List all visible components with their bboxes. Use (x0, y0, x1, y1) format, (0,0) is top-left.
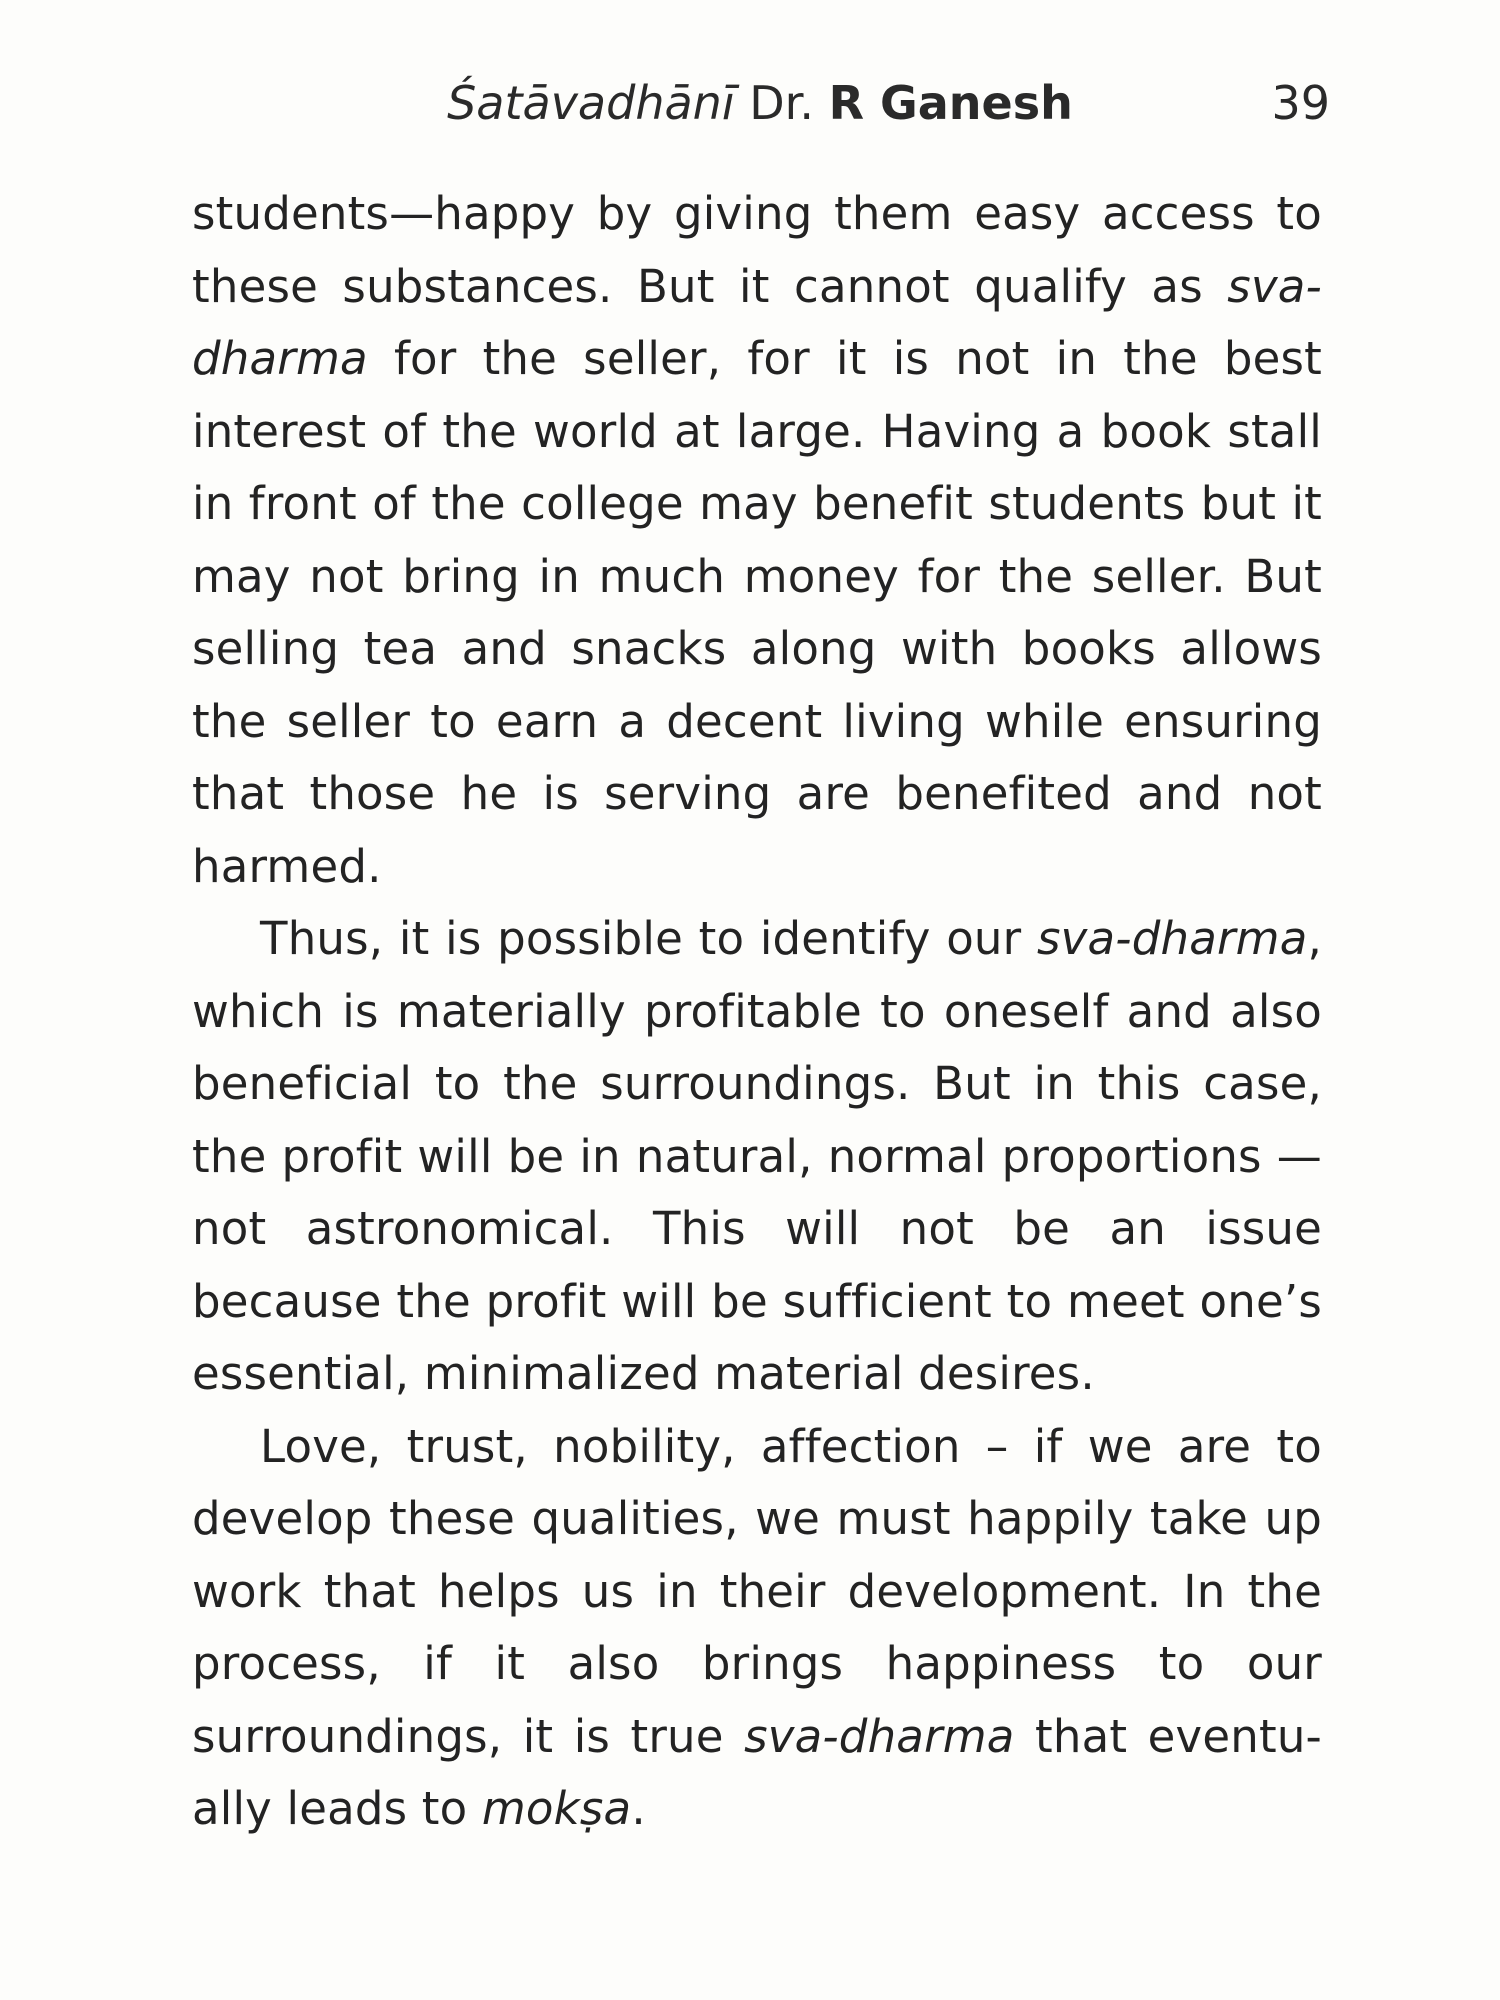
page-number: 39 (1271, 76, 1330, 130)
paragraph-3-text-3: . (631, 1782, 646, 1835)
paragraph-3 (192, 1411, 1322, 1846)
paragraph-1-text-1: students—happy by giving them easy access to these substances. But it cannot qualify as (192, 187, 1322, 313)
paragraph-2 (192, 903, 1322, 1411)
paragraph-2-italic-term: sva-dharma (1037, 912, 1308, 965)
paragraph-2-text-1: Thus, it is possible to identify our (260, 912, 1038, 965)
author-name: R Ganesh (828, 76, 1073, 130)
paragraph-2-text-2: , which is materially profitable to oneself and also beneficial to the surroundings. But in this case, the profit will be in natural, normal proportions —not astronomical. This will not be an issue because the profit will be sufficient to meet one’s essential, minimalized material desires. (192, 912, 1322, 1400)
author-honorific: Śatāvadhānī (447, 76, 735, 130)
running-head (190, 68, 1330, 138)
paragraph-1 (192, 178, 1322, 903)
paragraph-1-italic-term: sva-dharma (192, 259, 1322, 385)
paragraph-3-text-2: that eventu-ally leads to (192, 1709, 1322, 1835)
paragraph-3-italic-term-2: mokṣa (481, 1782, 632, 1835)
running-head-title (190, 68, 1330, 138)
paragraph-3-italic-term-1: sva-dharma (744, 1709, 1015, 1763)
paragraph-1-text-2: for the seller, for it is not in the best interest of the world at large. Having a book stall in front of the college may benefit students but it may not bring in much money for the seller. But selling tea and snacks along with books allows the seller to earn a decent living while ensuring that those he is serving are benefited and not harmed. (192, 332, 1322, 893)
author-title: Dr. (749, 76, 814, 130)
body-text (192, 178, 1322, 1846)
paragraph-3-text-1: Love, trust, nobility, affection – if we are to develop these qualities, we must happily take up work that helps us in their development. In the process, if it also brings happiness to our surroundings, it is true (192, 1419, 1322, 1763)
